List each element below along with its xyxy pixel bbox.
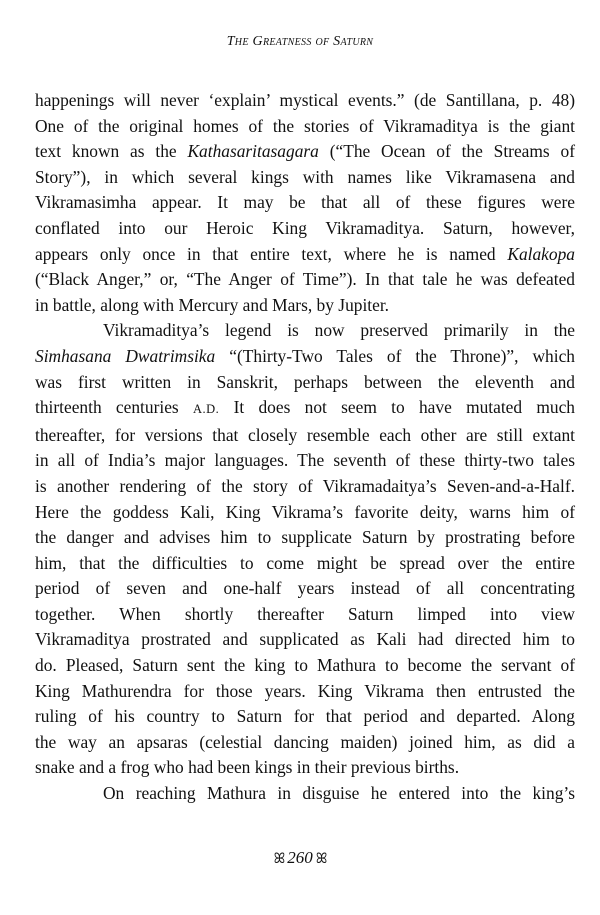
text-line: Simhasana Dwatrimsika “(Thirty-Two Tales of the Throne)”, which [35,345,575,366]
text-line: was first written in Sanskrit, perhaps between the eleventh and [35,371,575,392]
text-line: in all of India’s major languages. The seventh of these thirty-two tales [35,450,575,471]
text-line: together. When shortly thereafter Saturn limped into view [35,603,575,624]
ornament-left-icon: ꕤ [273,852,285,867]
text-line: thirteenth centuries A.D. It does not seem to have mutated much [35,397,576,418]
text-line: Vikramaditya prostrated and supplicated as Kali had directed him to [35,629,575,650]
text-line: in battle, along with Mercury and Mars, by Jupiter. [35,294,390,315]
text-line: thereafter, for versions that closely resemble each other are still extant [35,424,575,445]
text-line: happenings will never ‘explain’ mystical events.” (de Santillana, p. 48) [35,90,575,110]
text-line: snake and a frog who had been kings in their previous births. [35,757,460,778]
text-line: conflated into our Heroic King Vikramaditya. Saturn, however, [35,217,575,238]
text-line: Vikramasimha appear. It may be that all of these figures were [35,192,575,213]
body-text [35,88,575,807]
text-line: Vikramaditya’s legend is now preserved primarily in the [103,320,575,341]
page-number: 260 [287,848,313,867]
text-line: period of seven and one-half years instead of all concentrating [35,578,575,599]
text-line: (“Black Anger,” or, “The Anger of Time”). In that tale he was defeated [35,269,575,290]
running-head: The Greatness of Saturn [226,34,374,49]
text-line: is another rendering of the story of Vikramadaitya’s Seven-and-a-Half. [35,475,575,496]
text-line: him, that the difficulties to come might be spread over the entire [35,552,575,573]
text-line: Here the goddess Kali, King Vikrama’s favorite deity, warns him of [35,501,575,522]
text-line: do. Pleased, Saturn sent the king to Mathura to become the servant of [35,655,575,676]
text-line: King Mathurendra for those years. King Vikrama then entrusted the [35,680,575,701]
text-line: On reaching Mathura in disguise he entered into the king’s [103,783,575,804]
text-line: the danger and advises him to supplicate Saturn by prostrating before [35,527,575,548]
text-line: ruling of his country to Saturn for that period and departed. Along [35,706,575,727]
ornament-right-icon: ꕤ [315,852,327,867]
text-line: Story”), in which several kings with names like Vikramasena and [35,166,575,187]
text-line: appears only once in that entire text, where he is named Kalakopa [35,243,575,264]
text-line: the way an apsaras (celestial dancing maiden) joined him, as did a [35,731,575,752]
text-line: One of the original homes of the stories of Vikramaditya is the giant [35,115,575,136]
page-number-footer [0,848,600,868]
text-line: text known as the Kathasaritasagara (“The Ocean of the Streams of [35,141,575,162]
